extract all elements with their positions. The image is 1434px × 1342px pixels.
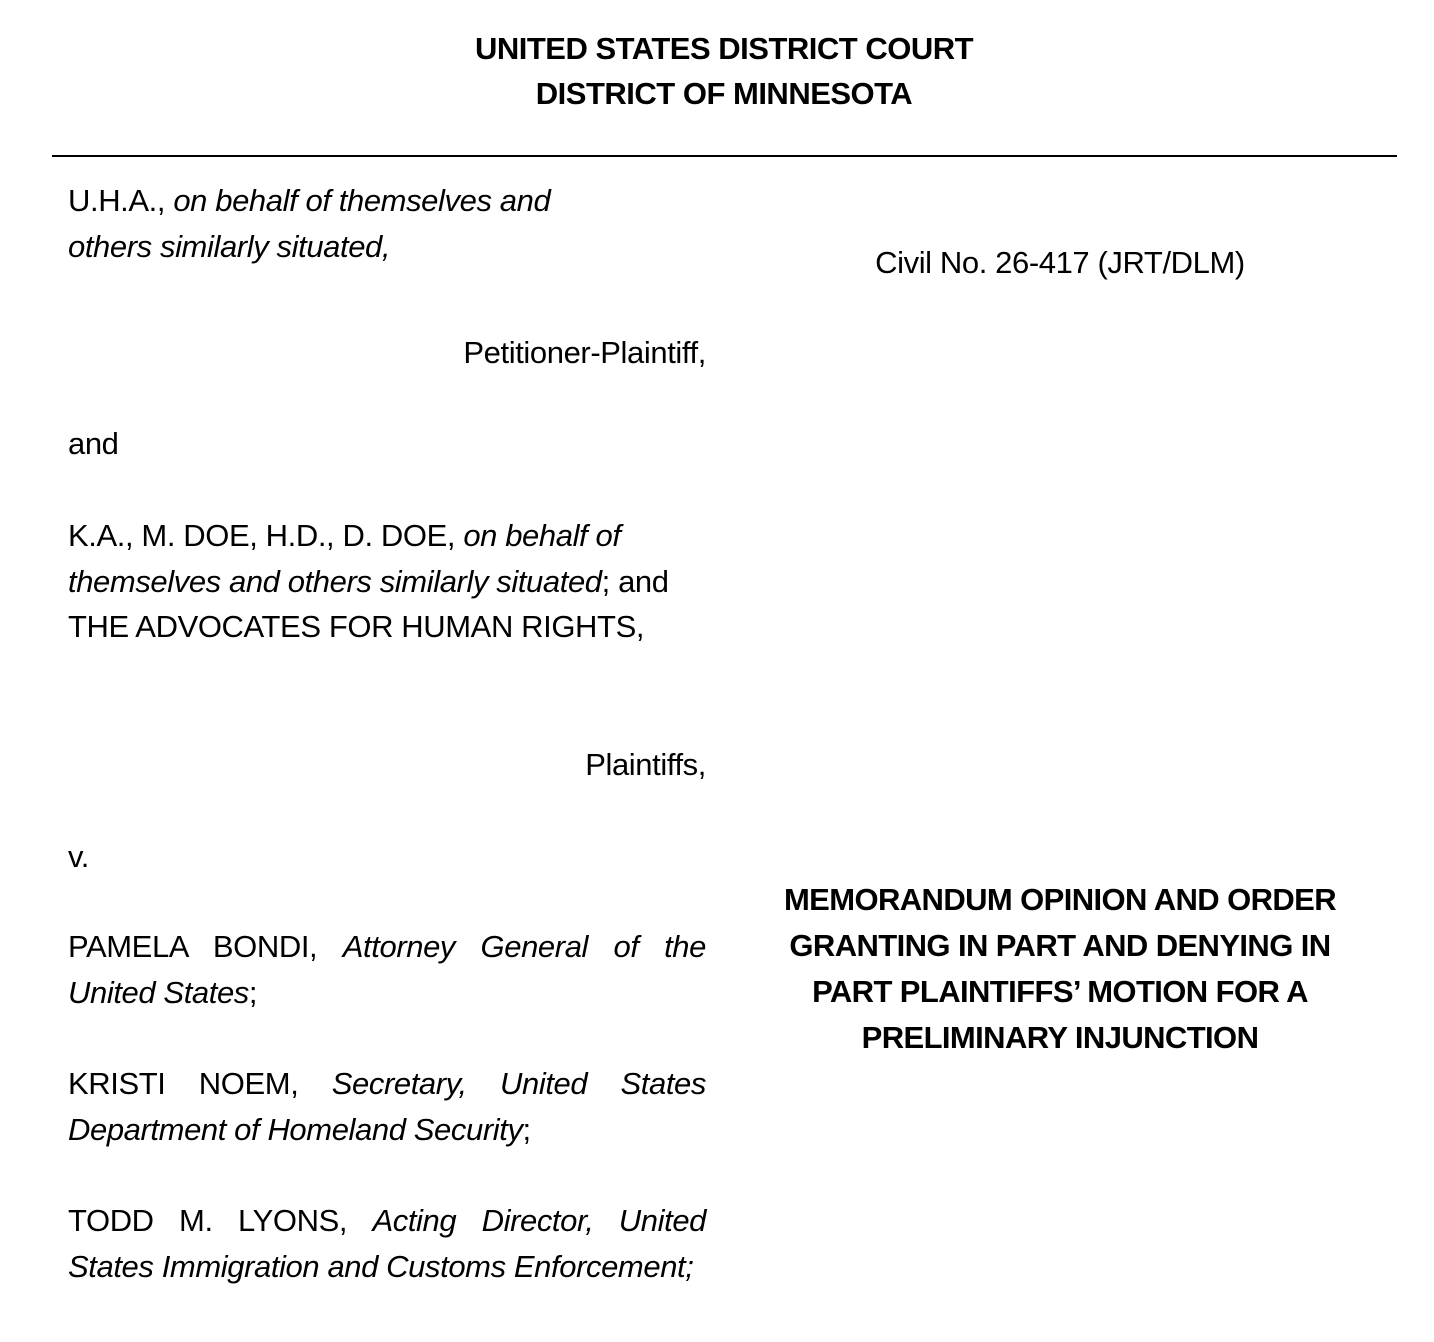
defendant-title: Secretary, United States Department of Homeland Security	[68, 1066, 707, 1147]
defendant-name: TODD M. LYONS,	[68, 1203, 348, 1238]
defendant-title: Attorney General of the United States	[68, 929, 706, 1010]
petitioner-description: on behalf of themselves and others similarly situated,	[68, 183, 551, 264]
plaintiffs-organization: ; and THE ADVOCATES FOR HUMAN RIGHTS,	[68, 563, 669, 644]
conjunction-and: and	[68, 426, 119, 461]
header-divider	[52, 155, 1397, 157]
defendant-bondi: PAMELA BONDI, Attorney General of the United States;	[68, 929, 706, 1010]
court-header	[0, 26, 1434, 116]
petitioner-name: U.H.A.,	[68, 183, 166, 218]
document-title-line: PRELIMINARY INJUNCTION	[861, 1020, 1259, 1055]
document-title	[740, 877, 1380, 1061]
court-name: UNITED STATES DISTRICT COURT	[474, 31, 974, 66]
plaintiffs-role: Plaintiffs,	[585, 747, 706, 782]
document-title-line: MEMORANDUM OPINION AND ORDER	[783, 882, 1337, 917]
defendant-lyons	[68, 1198, 706, 1289]
defendant-name: KRISTI NOEM,	[68, 1066, 299, 1101]
court-district: DISTRICT OF MINNESOTA	[535, 76, 913, 111]
case-number: Civil No. 26-417 (JRT/DLM)	[875, 245, 1245, 280]
plaintiffs-party	[68, 513, 693, 650]
defendant-name: PAMELA BONDI,	[68, 929, 318, 964]
versus: v.	[68, 839, 90, 874]
defendant-title: Acting Director, United States Immigration and Customs Enforcement;	[68, 1203, 706, 1284]
petitioner-party	[68, 178, 628, 269]
document-title-line: GRANTING IN PART AND DENYING IN	[789, 928, 1331, 963]
document-title-line: PART PLAINTIFFS’ MOTION FOR A	[812, 974, 1308, 1009]
plaintiffs-names: K.A., M. DOE, H.D., D. DOE,	[68, 518, 456, 553]
petitioner-role: Petitioner-Plaintiff,	[463, 335, 706, 370]
plaintiffs-description: on behalf of themselves and others similarly situated	[68, 518, 621, 599]
defendant-noem: KRISTI NOEM, Secretary, United States Department of Homeland Security;	[68, 1066, 707, 1147]
